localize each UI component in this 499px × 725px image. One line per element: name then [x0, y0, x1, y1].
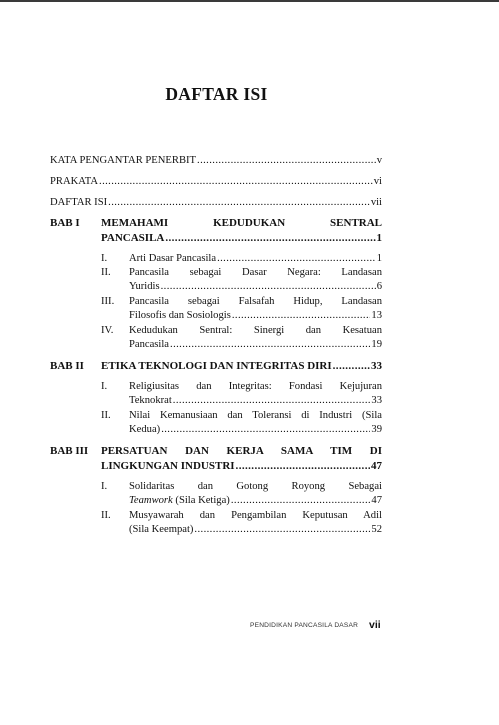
toc-subentry: Pancasila sebagai Falsafah Hidup, Landasan Filosofis dan Sosiologis ..... 13: [129, 295, 382, 323]
top-border: [0, 0, 499, 2]
chapter-label-bab-1: BAB I: [50, 217, 80, 229]
chapter-title-bab-1: MEMAHAMI KEDUDUKAN SENTRAL PANCASILA ..... 1: [101, 216, 382, 246]
item-number: II.: [101, 510, 111, 521]
chapter-page: 47: [371, 460, 382, 472]
toc-page: vi: [373, 176, 382, 187]
toc-subentry: Arti Dasar Pancasila ..... 1: [129, 252, 382, 266]
toc-entry-prakata: [50, 175, 382, 189]
toc-subentry: Pancasila sebagai Dasar Negara: Landasan Yuridis ..... 6: [129, 266, 382, 294]
chapter-label-bab-2: BAB II: [50, 360, 84, 372]
emphasis-teamwork: Teamwork: [129, 495, 173, 506]
toc-entry-daftar-isi: [50, 196, 382, 210]
chapter-title-bab-2: ETIKA TEKNOLOGI DAN INTEGRITAS DIRI ..... 33: [101, 359, 382, 374]
toc-label: DAFTAR ISI: [50, 197, 108, 208]
toc-page: vii: [370, 197, 382, 208]
chapter-page: 1: [376, 232, 382, 244]
toc-subentry: Nilai Kemanusiaan dan Toleransi di Industri (Sila Kedua) ..... 39: [129, 409, 382, 437]
toc-subentry: Solidaritas dan Gotong Royong Sebagai Teamwork (Sila Ketiga) ..... 47: [129, 480, 382, 508]
toc-page: 1: [376, 253, 382, 264]
item-number: II.: [101, 410, 111, 421]
toc-page: 6: [376, 281, 382, 292]
item-number: II.: [101, 267, 111, 278]
toc-page: v: [376, 155, 382, 166]
toc-label: KATA PENGANTAR PENERBIT: [50, 155, 197, 166]
toc-subentry: Musyawarah dan Pengambilan Keputusan Adil (Sila Keempat) ..... 52: [129, 509, 382, 537]
chapter-label-bab-3: BAB III: [50, 445, 89, 457]
item-number: III.: [101, 296, 115, 307]
item-number: I.: [101, 381, 108, 392]
toc-subentry: Religiusitas dan Integritas: Fondasi Kejujuran Teknokrat ..... 33: [129, 380, 382, 408]
toc-label: PRAKATA: [50, 176, 99, 187]
item-number: IV.: [101, 325, 114, 336]
item-number: I.: [101, 253, 108, 264]
chapter-title-bab-3: PERSATUAN DAN KERJA SAMA TIM DI LINGKUNGAN INDUSTRI ..... 47: [101, 444, 382, 474]
toc-page: 19: [371, 339, 382, 350]
chapter-page: 33: [371, 360, 382, 372]
toc-page: 52: [371, 524, 382, 535]
page-title: DAFTAR ISI: [165, 84, 268, 104]
page-number: vii: [369, 619, 381, 631]
item-number: I.: [101, 481, 108, 492]
toc-page: 47: [371, 495, 382, 506]
toc-page: 39: [371, 424, 382, 435]
running-footer: PENDIDIKAN PANCASILA DASAR: [250, 622, 359, 629]
toc-page: 33: [371, 395, 382, 406]
toc-page: 13: [371, 310, 382, 321]
toc-subentry: Kedudukan Sentral: Sinergi dan Kesatuan Pancasila ..... 19: [129, 324, 382, 352]
toc-entry-kata-pengantar: [50, 154, 382, 168]
